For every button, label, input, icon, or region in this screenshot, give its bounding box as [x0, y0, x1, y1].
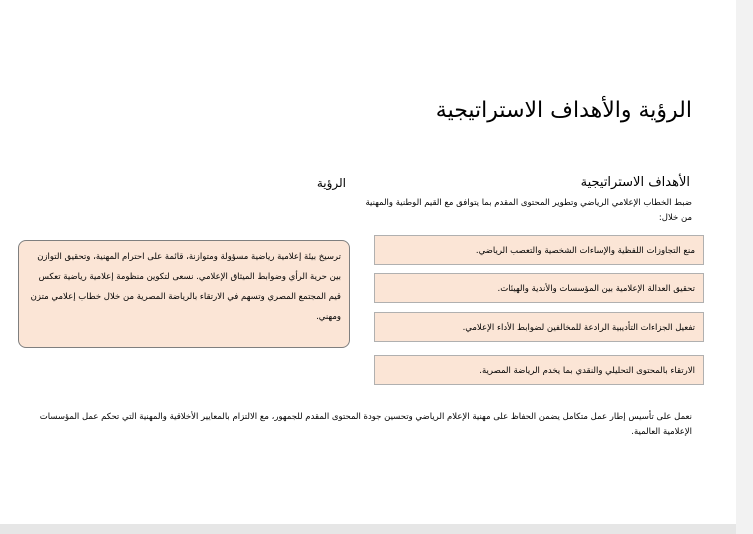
vision-box: [18, 240, 350, 348]
page-gap: [0, 524, 736, 534]
goal-item-3: تفعيل الجزاءات التأديبية الرادعة للمخالفين لضوابط الأداء الإعلامي.: [374, 312, 704, 342]
page-title: الرؤية والأهداف الاستراتيجية: [435, 98, 692, 123]
closing-paragraph: نعمل على تأسيس إطار عمل متكامل يضمن الحفاظ على مهنية الإعلام الرياضي وتحسين جودة المحتوى المقدم للجمهور، مع الالتزام بالمعايير الأخلاقية والمهنية التي تحكم عمل المؤسسات الإعلامية العالمية.: [39, 412, 692, 437]
vision-heading: الرؤية: [316, 176, 346, 190]
goal-item-2: تحقيق العدالة الإعلامية بين المؤسسات والأندية والهيئات.: [374, 273, 704, 303]
goal-item-1: منع التجاوزات اللفظية والإساءات الشخصية والتعصب الرياضي.: [374, 235, 704, 265]
goals-heading: الأهداف الاستراتيجية: [580, 175, 690, 190]
goal-item-4: الارتقاء بالمحتوى التحليلي والنقدي بما يخدم الرياضة المصرية.: [374, 355, 704, 385]
vertical-scrollbar[interactable]: [736, 0, 753, 534]
goals-intro: ضبط الخطاب الإعلامي الرياضي وتطوير المحتوى المقدم بما يتوافق مع القيم الوطنية والمهنية من خلال:: [365, 198, 692, 223]
vision-text: ترسيخ بيئة إعلامية رياضية مسؤولة ومتوازنة، قائمة على احترام المهنية، وتحقيق التوازن بين حرية الرأي وضوابط الميثاق الإعلامي. نسعى لتكوين منظومة إعلامية رياضية تعكس قيم المجتمع المصري وتسهم في الارتقاء بالرياضة المصرية من خلال خطاب إعلامي متزن ومهني.: [30, 252, 341, 322]
